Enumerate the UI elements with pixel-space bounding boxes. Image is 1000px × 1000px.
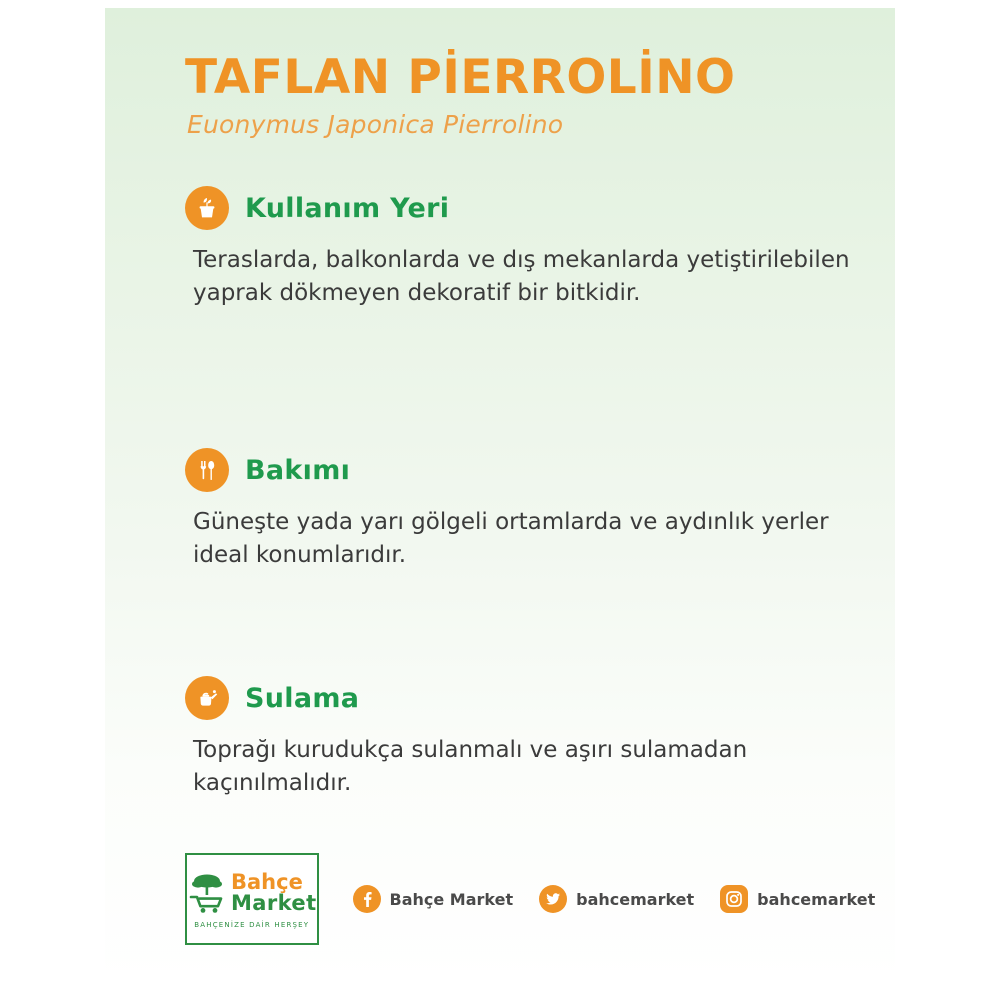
social-label: Bahçe Market <box>389 889 514 909</box>
social-facebook[interactable] <box>353 885 514 913</box>
latin-name: Euonymus Japonica Pierrolino <box>187 110 564 140</box>
logo-tagline: BAHÇENİZE DAİR HERŞEY <box>194 920 310 929</box>
tree-cart-icon <box>187 870 227 916</box>
section-body: Güneşte yada yarı gölgeli ortamlarda ve aydınlık yerler ideal konumlarıdır. <box>193 509 829 568</box>
brand-logo[interactable] <box>185 853 319 945</box>
section-title: Kullanım Yeri <box>245 192 450 224</box>
social-links <box>353 885 876 913</box>
social-twitter[interactable] <box>539 885 694 913</box>
section-watering <box>185 676 865 799</box>
section-body: Toprağı kurudukça sulanmalı ve aşırı sulamadan kaçınılmalıdır. <box>193 737 748 796</box>
logo-word-top: Bahçe <box>231 869 303 894</box>
section-header <box>185 448 865 492</box>
page-title: TAFLAN PİERROLİNO <box>185 50 736 105</box>
section-header <box>185 186 865 230</box>
section-care <box>185 448 865 571</box>
potted-plant-icon <box>185 186 229 230</box>
section-title: Bakımı <box>245 454 351 486</box>
info-card <box>105 8 895 983</box>
section-usage <box>185 186 865 309</box>
social-label: bahcemarket <box>757 889 876 909</box>
section-title: Sulama <box>245 682 360 714</box>
social-instagram[interactable] <box>720 885 875 913</box>
social-label: bahcemarket <box>576 889 695 909</box>
logo-word-bottom: Market <box>231 890 317 915</box>
twitter-icon <box>539 885 567 913</box>
card-header <box>185 50 845 140</box>
instagram-icon <box>720 885 748 913</box>
watering-can-icon <box>185 676 229 720</box>
logo-row <box>187 870 317 916</box>
facebook-icon <box>353 885 381 913</box>
footer <box>185 853 876 945</box>
section-body: Teraslarda, balkonlarda ve dış mekanlarda yetiştirilebilen yaprak dökmeyen dekoratif bir bitkidir. <box>193 247 850 306</box>
section-header <box>185 676 865 720</box>
fork-spoon-icon <box>185 448 229 492</box>
logo-words <box>231 869 317 915</box>
